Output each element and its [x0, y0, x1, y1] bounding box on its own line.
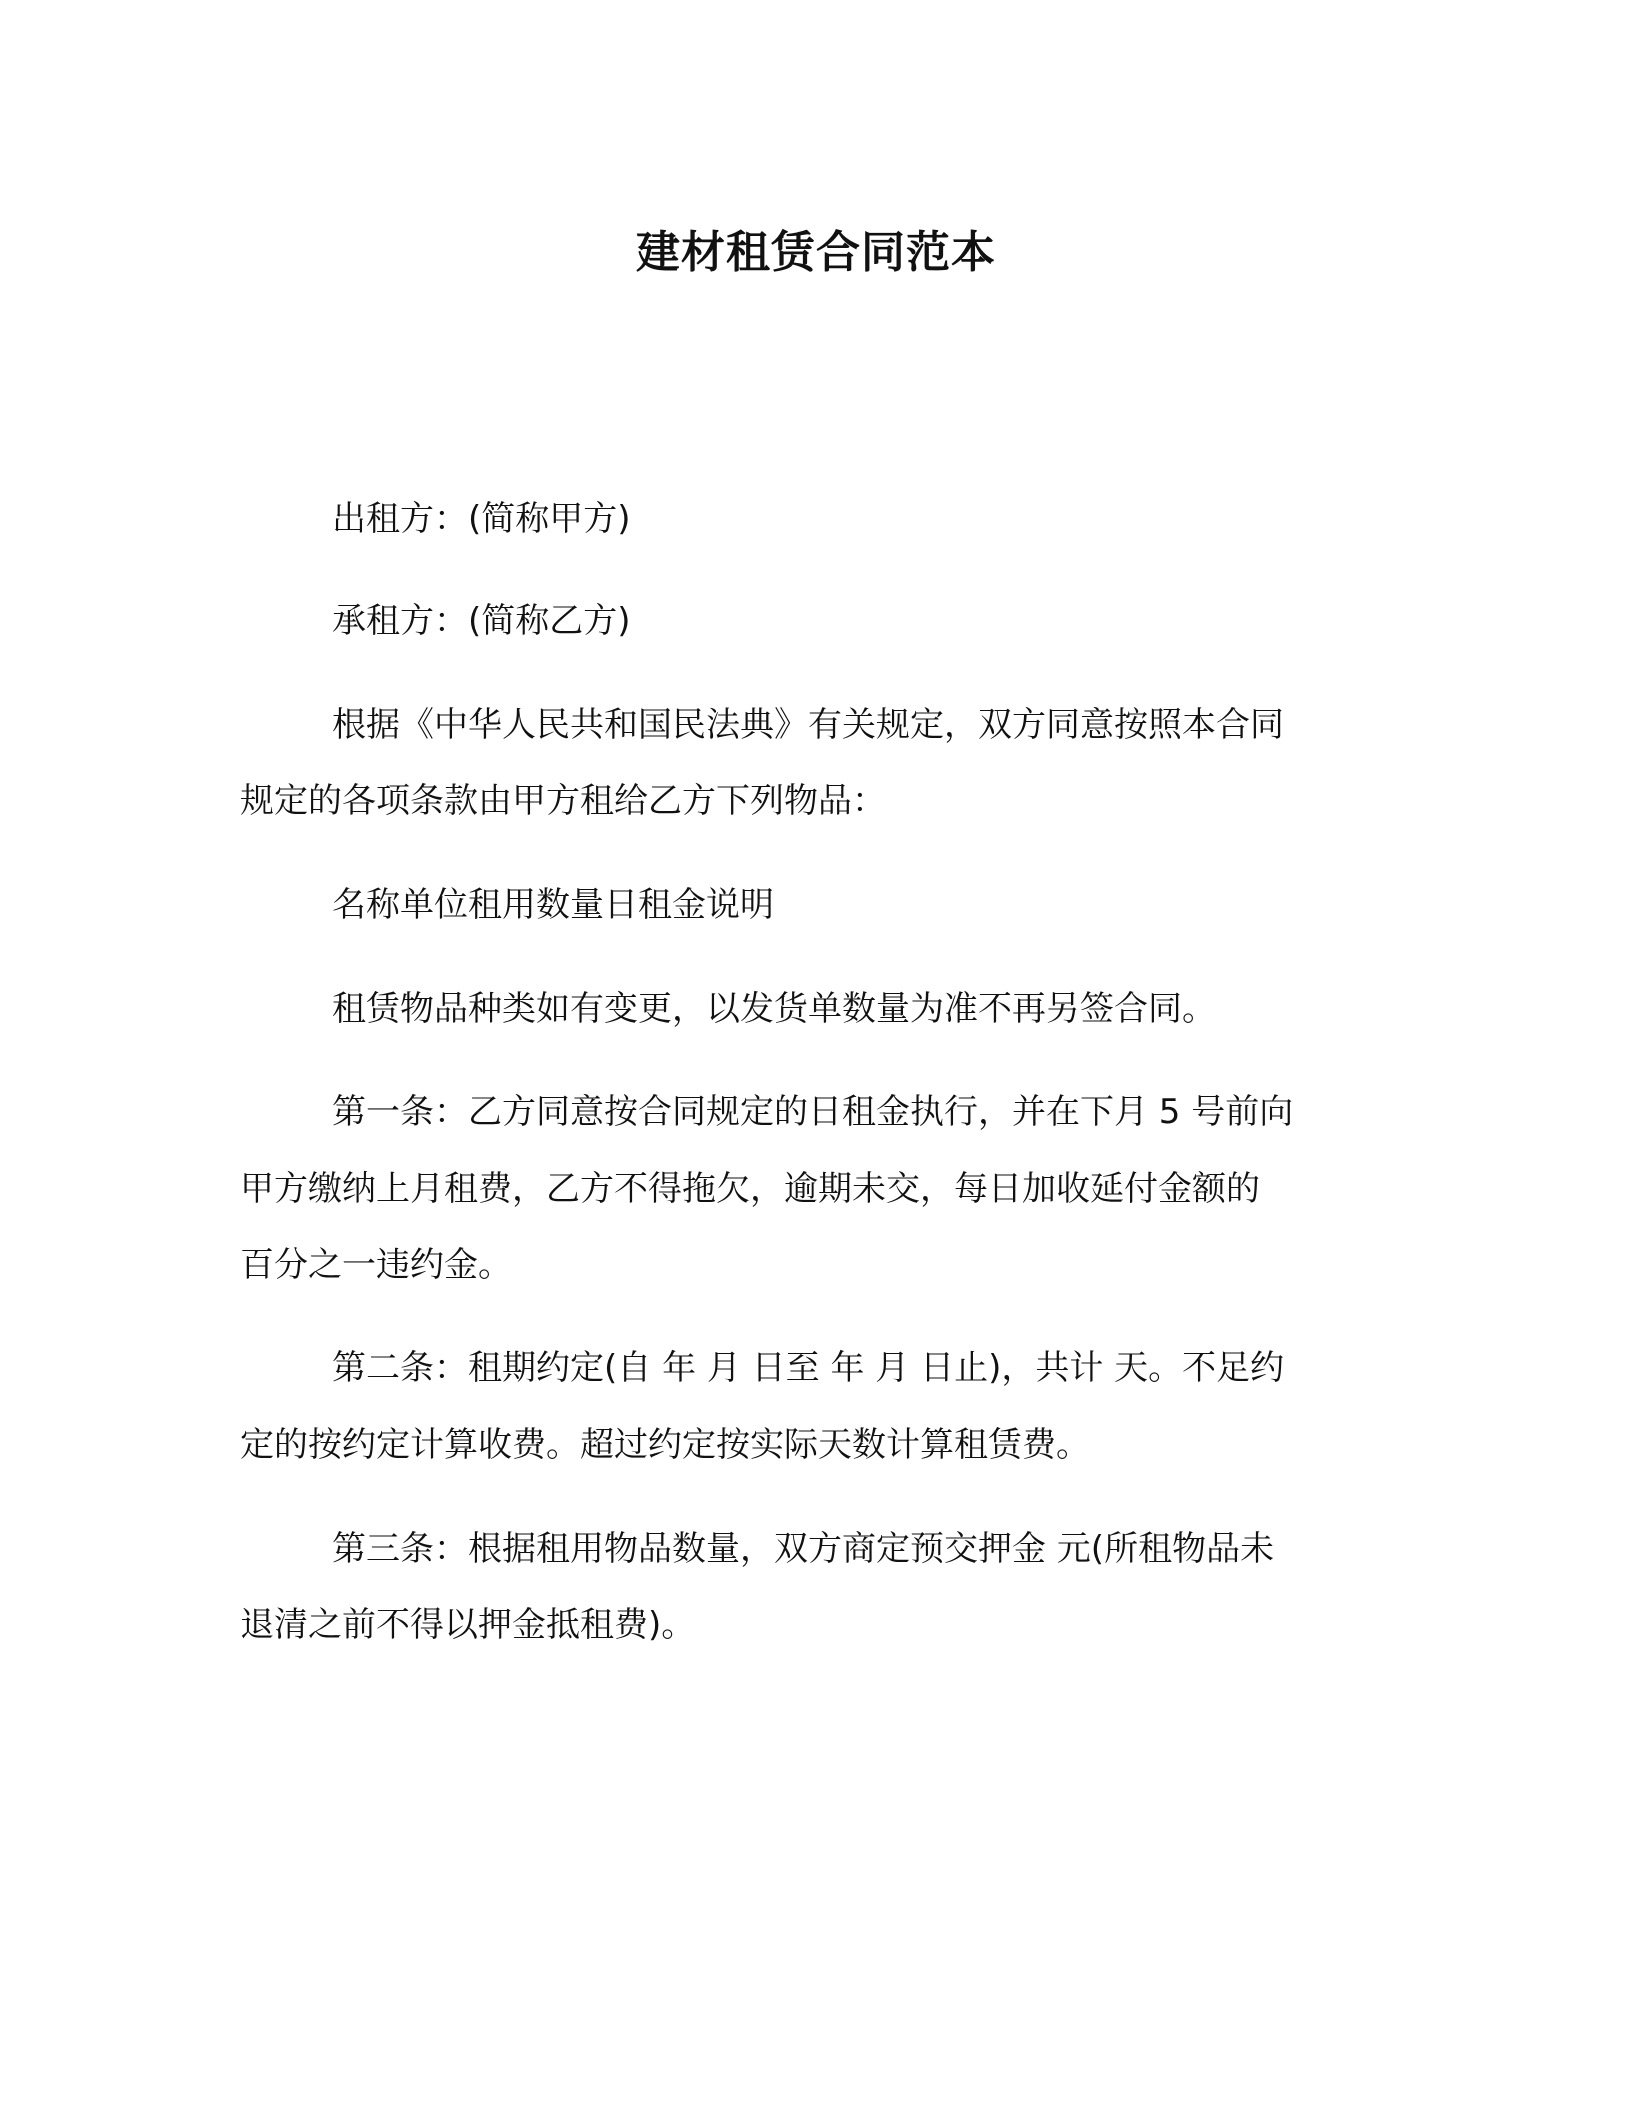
article-1-line-3: 百分之一违约金。 — [240, 1245, 512, 1285]
article-2-line-2: 定的按约定计算收费。超过约定按实际天数计算租赁费。 — [240, 1425, 1090, 1465]
preamble-line-1: 根据《中华人民共和国民法典》有关规定，双方同意按照本合同 — [332, 705, 1284, 745]
change-note-line: 租赁物品种类如有变更，以发货单数量为准不再另签合同。 — [332, 989, 1216, 1029]
preamble-line-2: 规定的各项条款由甲方租给乙方下列物品： — [240, 781, 886, 821]
lessee-line: 承租方：(简称乙方) — [332, 601, 631, 641]
article-1-line-1: 第一条：乙方同意按合同规定的日租金执行，并在下月 5 号前向 — [332, 1092, 1294, 1132]
article-1-line-2: 甲方缴纳上月租费，乙方不得拖欠，逾期未交，每日加收延付金额的 — [240, 1169, 1260, 1209]
item-header-line: 名称单位租用数量日租金说明 — [332, 885, 774, 925]
lessor-line: 出租方：(简称甲方) — [332, 499, 631, 539]
article-3-line-1: 第三条：根据租用物品数量，双方商定预交押金 元(所租物品未 — [332, 1529, 1275, 1569]
article-2-line-1: 第二条：租期约定(自 年 月 日至 年 月 日止)，共计 天。不足约 — [332, 1348, 1285, 1388]
article-3-line-2: 退清之前不得以押金抵租费)。 — [240, 1605, 696, 1645]
document-title: 建材租赁合同范本 — [636, 227, 996, 278]
